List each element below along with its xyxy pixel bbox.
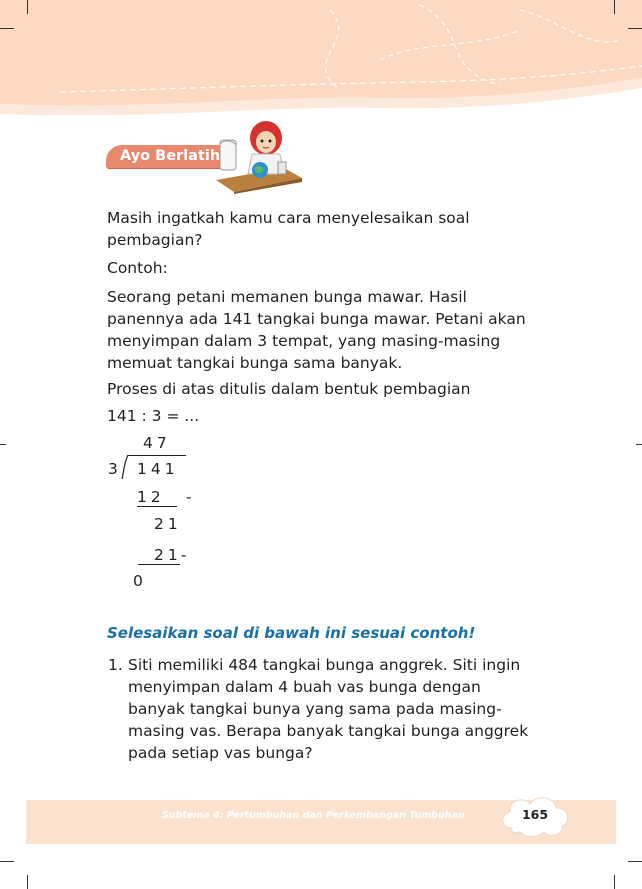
- example-story: Seorang petani memanen bunga mawar. Hasil panennya ada 141 tangkai bunga mawar. Petani akan menyimpan dalam 3 tempat, yang masing-masing memuat tangkai bunga sama banyak.: [107, 288, 526, 372]
- underline: [138, 564, 180, 565]
- crop-mark: [614, 875, 615, 889]
- first-subtraction: 12: [137, 488, 165, 506]
- example-label: Contoh:: [107, 259, 168, 277]
- crop-mark: [27, 0, 28, 14]
- divisor: 3: [108, 460, 122, 478]
- crop-mark: [628, 28, 642, 29]
- intro-question: Masih ingatkah kamu cara menyelesaikan soal pembagian?: [107, 209, 470, 249]
- crop-mark: [0, 28, 14, 29]
- exercise-heading: Selesaikan soal di bawah ini sesuai contoh!: [107, 624, 476, 642]
- crop-mark: [628, 861, 642, 862]
- page-number: 165: [521, 807, 549, 822]
- final-remainder: 0: [133, 572, 147, 590]
- exercise-text: Siti memiliki 484 tangkai bunga anggrek. Siti ingin menyimpan dalam 4 buah vas bunga dengan banyak tangkai bunya yang sama pada masing-masing vas. Berapa banyak tangkai bunga anggrek pada setiap vas bunga?: [128, 656, 529, 762]
- underline: [137, 506, 177, 507]
- footer-subtheme: Subtema 4: Pertumbuhan dan Perkembangan Tumbuhan: [162, 810, 465, 821]
- top-decorative-band: [0, 0, 642, 130]
- section-banner: Ayo Berlatih: [106, 145, 234, 168]
- division-bracket: [121, 455, 131, 479]
- minus-sign: -: [186, 488, 196, 506]
- crop-mark: [0, 861, 14, 862]
- minus-sign: -: [181, 546, 191, 564]
- exercise-number: 1.: [108, 656, 123, 674]
- crop-mark: [636, 444, 642, 445]
- dividend: 141: [137, 460, 179, 478]
- second-subtraction: 21: [154, 546, 182, 564]
- first-remainder: 21: [154, 515, 182, 533]
- crop-mark: [614, 0, 615, 14]
- crop-mark: [27, 875, 28, 889]
- quotient: 47: [143, 434, 171, 452]
- division-expression: 141 : 3 = ...: [107, 407, 200, 425]
- crop-mark: [0, 444, 6, 445]
- student-mascot-illustration: [214, 120, 304, 194]
- division-bar: [128, 455, 186, 456]
- process-statement: Proses di atas ditulis dalam bentuk pembagian: [107, 380, 471, 398]
